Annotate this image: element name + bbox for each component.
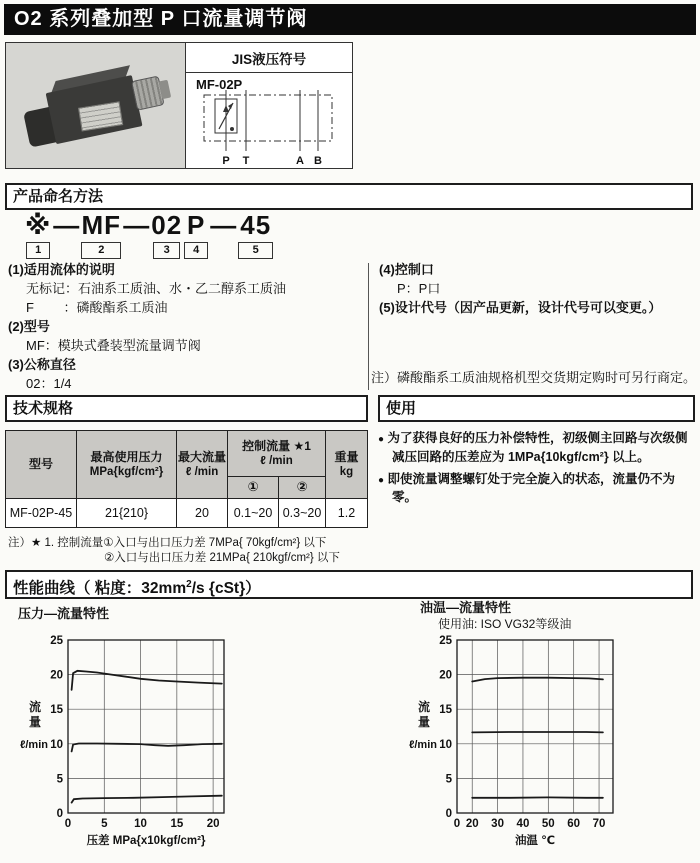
- svg-text:ℓ/min: ℓ/min: [20, 738, 48, 751]
- svg-text:0: 0: [445, 808, 452, 820]
- chart2-subtitle: 使用油: ISO VG32等级油: [438, 617, 572, 631]
- port-label-b: B: [314, 155, 322, 167]
- cell-model: MF-02P-45: [6, 499, 77, 528]
- bullet-icon: ●: [378, 474, 385, 486]
- svg-text:25: 25: [439, 635, 452, 647]
- symbol-dot: [230, 127, 234, 131]
- naming-details-right-column: [369, 261, 697, 391]
- fluid-line-unmarked: 无标记：石油系工质油、水・乙二醇系工质油: [26, 281, 287, 296]
- svg-text:5: 5: [101, 818, 108, 830]
- svg-text:0: 0: [453, 818, 461, 830]
- svg-text:30: 30: [491, 818, 504, 830]
- col-header-pressure: [77, 431, 177, 499]
- model-code-part-design: [238, 212, 273, 259]
- page-title: O2 系列叠加型 P 口流量调节阀: [14, 8, 308, 30]
- col-header-model: 型号: [6, 431, 77, 499]
- svg-text:流: 流: [28, 700, 42, 715]
- col-header-maxflow-line1: 最大流量: [178, 449, 227, 464]
- model-code-part-port: [184, 212, 208, 259]
- bullet-icon: ●: [378, 434, 385, 445]
- fluid-heading: (1)适用流体的说明: [8, 262, 115, 277]
- jis-symbol-panel: [186, 43, 352, 168]
- usage-bullet-1-text: 为了获得良好的压力补偿特性，初级侧主回路与次级侧减压回路的压差应为 1MPa{10kgf/cm²} 以上。: [387, 431, 688, 464]
- code-box-3: 3: [153, 242, 180, 259]
- diameter-line: 02：1/4: [26, 376, 72, 391]
- col-header-weight-line1: 重量: [334, 449, 359, 464]
- valve-photo-shape: [15, 52, 179, 165]
- spec-section-header: 技术规格: [5, 395, 368, 422]
- usage-bullet-2: [378, 470, 696, 507]
- model-code-part-series: [81, 212, 121, 259]
- spec-table: [5, 430, 368, 528]
- col-header-weight-unit: kg: [339, 465, 354, 478]
- col-header-pressure-unit: MPa{kgf/cm²}: [89, 465, 164, 478]
- svg-text:量: 量: [417, 715, 431, 730]
- svg-text:0: 0: [56, 808, 63, 820]
- col-header-control-flow-line1: 控制流量 ★1: [242, 438, 311, 453]
- svg-text:10: 10: [50, 738, 63, 751]
- diameter-heading: (3)公称直径: [8, 357, 76, 372]
- svg-text:20: 20: [50, 669, 63, 682]
- cell-control-flow-2: 0.3~20: [279, 499, 326, 528]
- code-box-4: 4: [184, 242, 208, 259]
- code-dash: —: [53, 210, 80, 240]
- port-label-p: P: [222, 155, 230, 167]
- hydraulic-symbol-diagram: [188, 89, 348, 169]
- col-header-weight: [326, 431, 368, 499]
- svg-text:10: 10: [134, 818, 147, 830]
- usage-bullet-2-text: 即使流量调整螺钉处于完全旋入的状态，流量仍不为零。: [387, 471, 676, 505]
- svg-text:15: 15: [439, 704, 452, 717]
- cell-maxflow: 20: [177, 499, 228, 528]
- usage-bullet-1: [378, 429, 696, 466]
- model-code: [24, 212, 274, 259]
- col-header-pressure-line1: 最高使用压力: [90, 449, 163, 464]
- naming-section-header: 产品命名方法: [5, 183, 693, 210]
- jis-model-label: MF-02P: [196, 77, 243, 92]
- usage-section-header: 使用: [378, 395, 695, 422]
- code-box-1: 1: [26, 242, 50, 259]
- chart2-title: 油温—流量特性: [420, 600, 512, 615]
- performance-header-text: 性能曲线（ 粘度：32mm: [13, 580, 187, 598]
- col-header-maxflow-unit: ℓ /min: [185, 465, 219, 478]
- col-subheader-1: ①: [228, 477, 279, 499]
- code-box-2: 2: [81, 242, 121, 259]
- code-box-5: 5: [238, 242, 273, 259]
- cell-weight: 1.2: [326, 499, 368, 528]
- performance-header-sup: 2: [186, 579, 192, 590]
- svg-text:0: 0: [64, 818, 72, 830]
- usage-body: [378, 429, 696, 510]
- jis-symbol-header: JIS液压符号: [186, 43, 352, 73]
- port-label-t: T: [242, 155, 250, 167]
- oiltemp-flow-chart: [350, 627, 700, 863]
- svg-text:量: 量: [28, 715, 42, 730]
- code-text-port: P: [187, 210, 206, 240]
- chart1-title: 压力—流量特性: [18, 606, 110, 621]
- col-subheader-2: ②: [279, 477, 326, 499]
- code-dash: —: [123, 210, 150, 240]
- product-overview-box: [5, 42, 353, 169]
- table-row: [6, 499, 368, 528]
- svg-text:5: 5: [56, 773, 63, 786]
- fluid-line-f: F ：磷酸酯系工质油: [26, 300, 168, 315]
- product-photo: [6, 43, 186, 168]
- spec-note-line2: ②入口与出口压力差 21MPa{ 210kgf/cm²} 以下: [104, 552, 340, 564]
- cell-control-flow-1: 0.1~20: [228, 499, 279, 528]
- col-header-control-flow: [228, 431, 326, 477]
- code-dash: —: [210, 210, 237, 240]
- code-text-fluid: ※: [25, 210, 52, 240]
- performance-section-header: [5, 570, 693, 599]
- svg-text:压差 MPa{x10kgf/cm²}: 压差 MPa{x10kgf/cm²}: [86, 835, 206, 847]
- svg-text:25: 25: [50, 635, 63, 647]
- svg-text:ℓ/min: ℓ/min: [409, 738, 437, 751]
- code-text-design: 45: [240, 210, 272, 240]
- model-code-part-size: [151, 212, 182, 259]
- spec-note-line1: 注）★ 1. 控制流量①入口与出口压力差 7MPa{ 70kgf/cm²} 以下: [8, 537, 327, 549]
- svg-text:流: 流: [417, 700, 431, 715]
- port-label-a: A: [296, 155, 304, 167]
- phosphate-note: 注）磷酸酯系工质油规格机型交货期定购时可另行商定。: [371, 370, 697, 385]
- port-line: P：P口: [397, 281, 441, 296]
- series-heading: (2)型号: [8, 319, 50, 334]
- svg-text:40: 40: [516, 818, 530, 830]
- design-code-heading: (5)设计代号（因产品更新，设计代号可以变更。）: [379, 300, 662, 315]
- naming-details: [8, 261, 697, 394]
- spec-table-note: [8, 536, 340, 566]
- svg-text:50: 50: [541, 818, 555, 830]
- svg-text:70: 70: [592, 818, 606, 830]
- cell-pressure: 21{210}: [77, 499, 177, 528]
- code-text-series: MF: [81, 210, 122, 240]
- col-header-maxflow: [177, 431, 228, 499]
- svg-text:20: 20: [439, 669, 452, 682]
- pressure-flow-chart: [0, 627, 350, 863]
- svg-text:15: 15: [170, 818, 184, 830]
- page-title-bar: [4, 4, 696, 35]
- code-text-size: 02: [151, 210, 183, 240]
- naming-details-left-column: [8, 261, 368, 394]
- model-code-part-fluid: [25, 212, 51, 259]
- performance-header-text-2: /s {cSt}）: [191, 580, 261, 598]
- col-header-control-flow-unit: ℓ /min: [260, 454, 293, 467]
- port-heading: (4)控制口: [379, 262, 434, 277]
- svg-text:20: 20: [206, 818, 220, 830]
- svg-text:15: 15: [50, 704, 63, 717]
- svg-text:20: 20: [465, 818, 479, 830]
- series-line: MF：模块式叠装型流量调节阀: [26, 338, 201, 353]
- svg-text:10: 10: [439, 738, 452, 751]
- svg-text:油温 ℃: 油温 ℃: [514, 835, 556, 847]
- svg-text:5: 5: [445, 773, 452, 786]
- svg-text:60: 60: [567, 818, 581, 830]
